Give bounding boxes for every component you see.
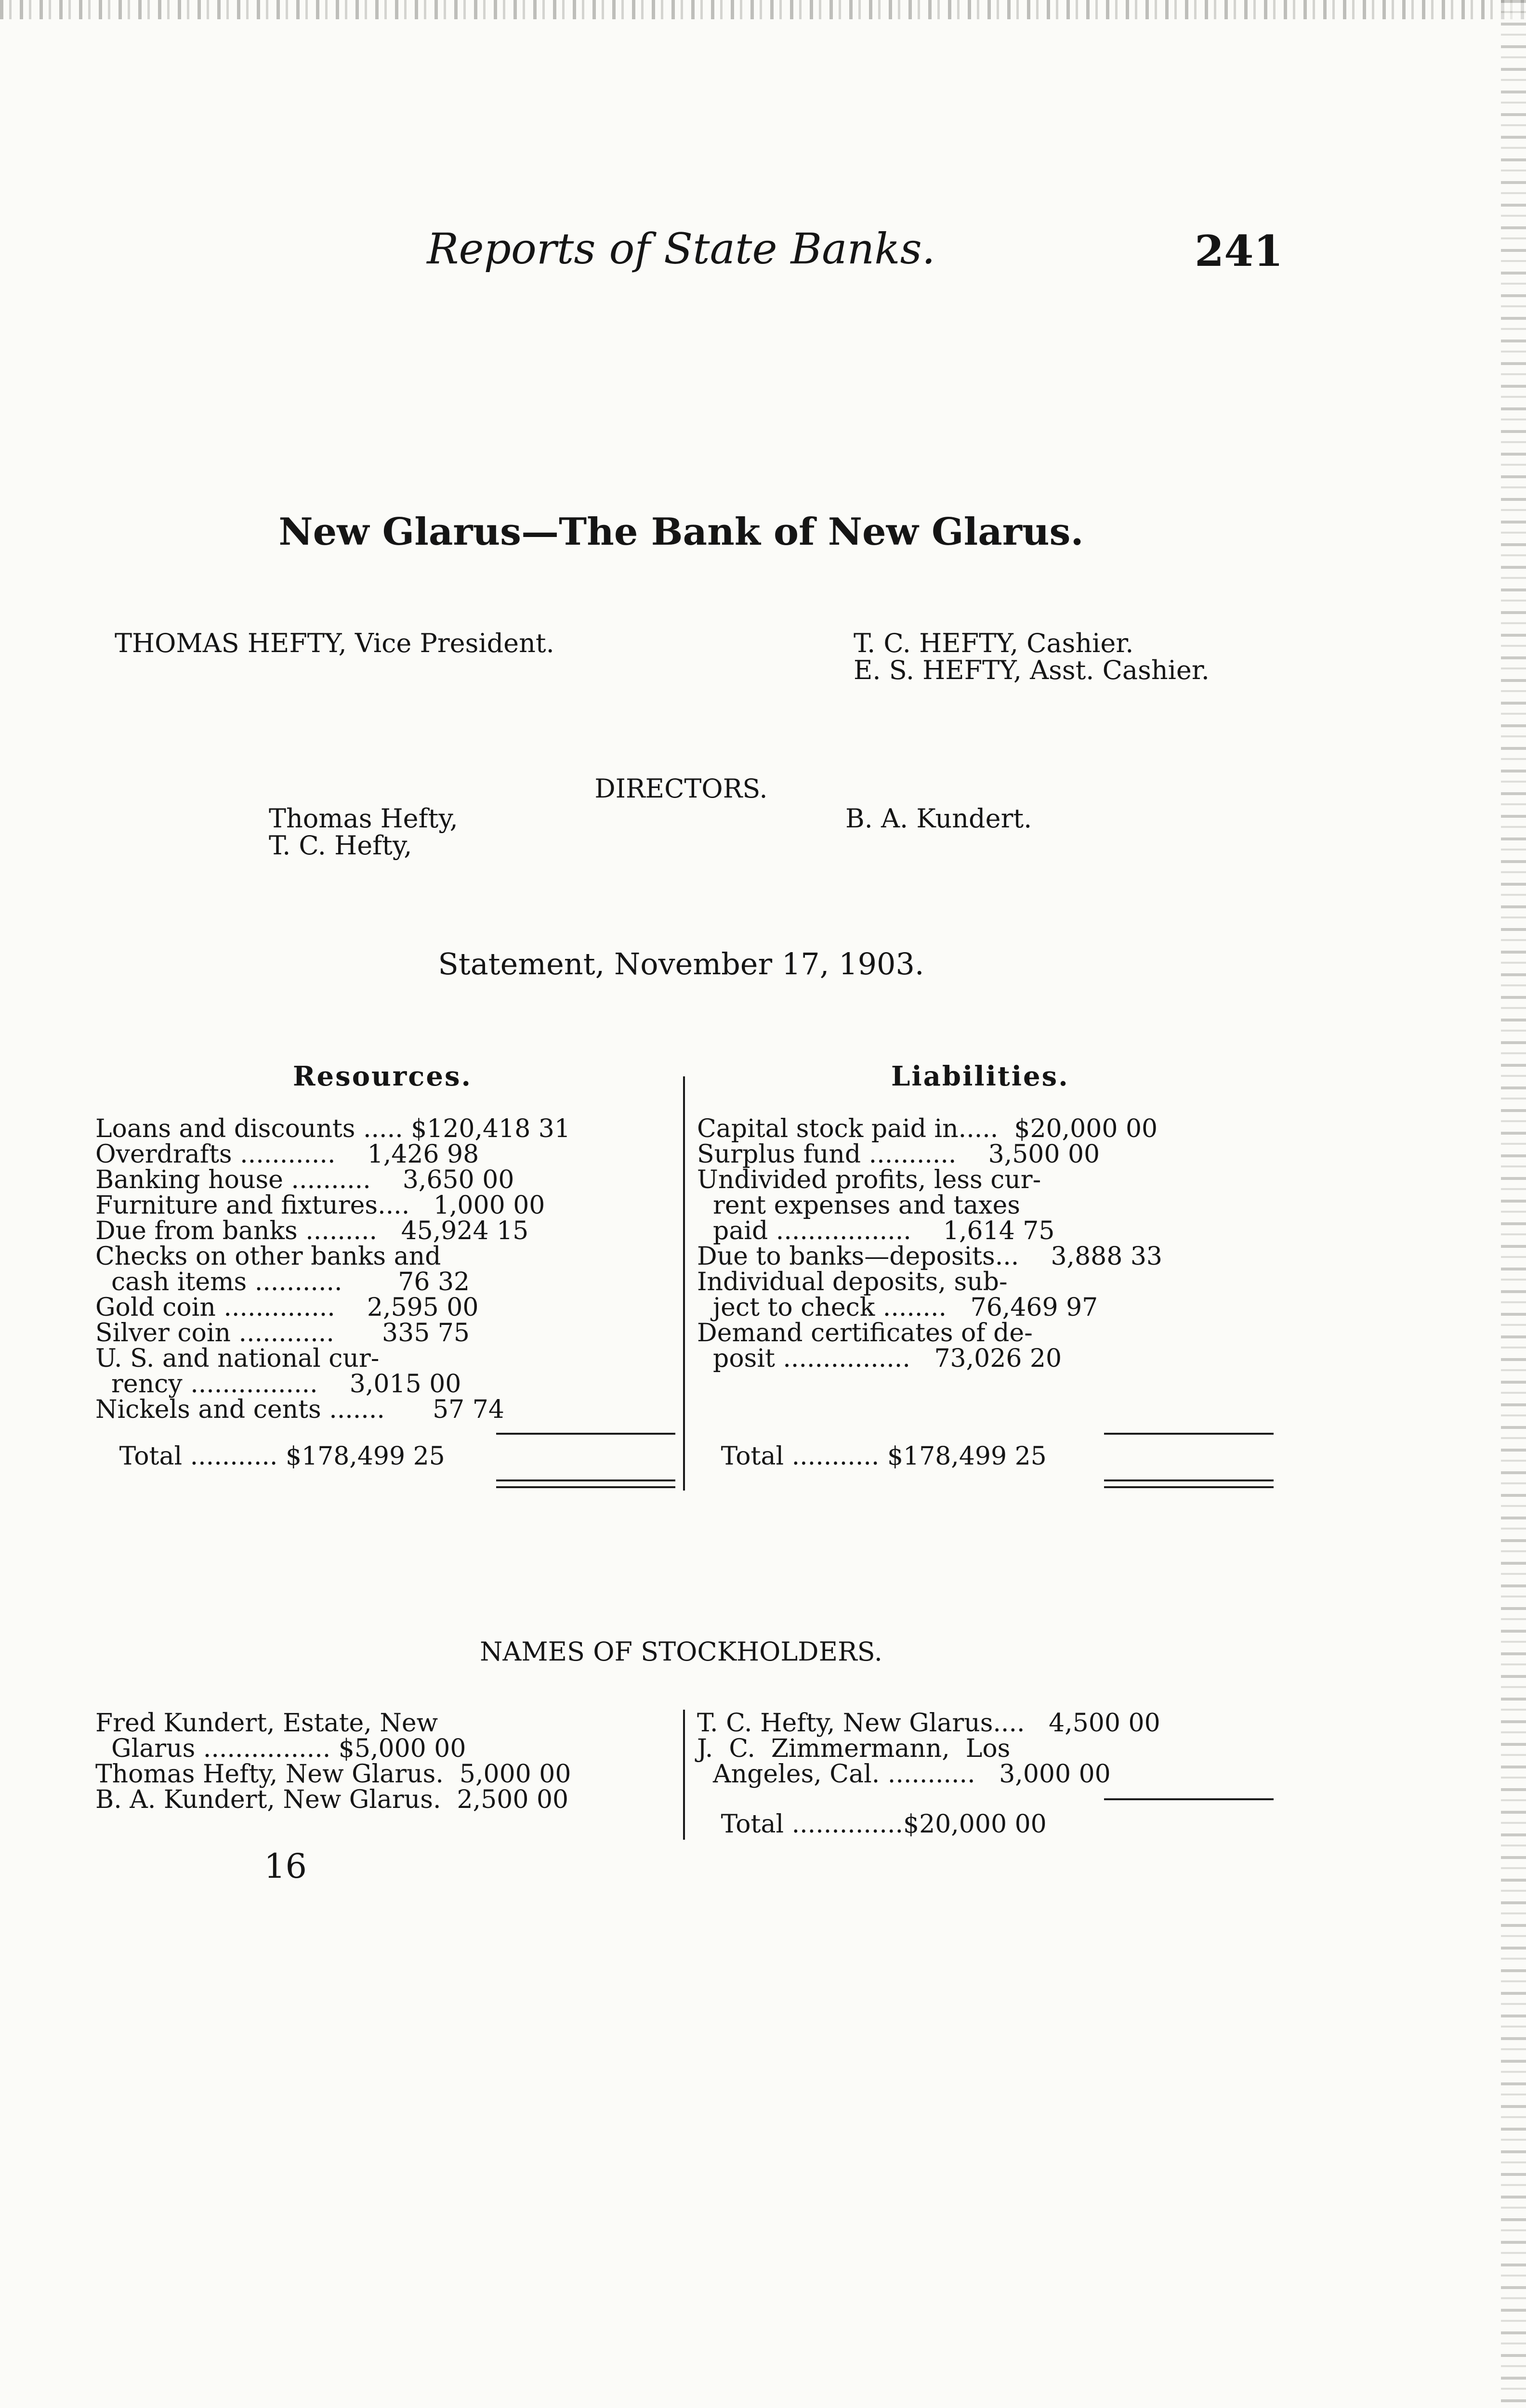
resource-line: Loans and discounts ..... $120,418 31	[95, 1114, 570, 1143]
director-name: B. A. Kundert.	[845, 803, 1032, 834]
director-name: Thomas Hefty,	[269, 803, 458, 834]
officer-cashier: T. C. HEFTY, Cashier.	[854, 628, 1134, 658]
liability-line: ject to check ........ 76,469 97	[697, 1293, 1098, 1322]
resources-total-rule	[496, 1433, 675, 1435]
bank-title: New Glarus—The Bank of New Glarus.	[278, 510, 1084, 554]
resource-line: rency ................ 3,015 00	[95, 1370, 461, 1399]
liability-line: Due to banks—deposits... 3,888 33	[697, 1242, 1163, 1271]
running-title: Reports of State Banks.	[427, 224, 935, 274]
resource-line: Overdrafts ............ 1,426 98	[95, 1140, 479, 1169]
stockholder-line: J. C. Zimmermann, Los	[697, 1734, 1011, 1763]
liability-line: Capital stock paid in..... $20,000 00	[697, 1114, 1158, 1143]
resources-total: Total ........... $178,499 25	[95, 1442, 445, 1471]
stockholder-line: Angeles, Cal. ........... 3,000 00	[697, 1760, 1111, 1789]
liabilities-double-rule	[1104, 1486, 1274, 1488]
liability-line: paid ................. 1,614 75	[697, 1217, 1055, 1245]
liability-line: posit ................ 73,026 20	[697, 1344, 1062, 1373]
stockholder-line: T. C. Hefty, New Glarus.... 4,500 00	[697, 1709, 1160, 1738]
liability-line: Individual deposits, sub-	[697, 1268, 1008, 1296]
stockholder-line: B. A. Kundert, New Glarus. 2,500 00	[95, 1785, 569, 1814]
stockholders-heading: NAMES OF STOCKHOLDERS.	[480, 1636, 882, 1667]
directors-heading: DIRECTORS.	[594, 773, 768, 804]
liability-line: Surplus fund ........... 3,500 00	[697, 1140, 1100, 1169]
resource-line: Silver coin ............ 335 75	[95, 1319, 470, 1348]
resource-line: Furniture and fixtures.... 1,000 00	[95, 1191, 545, 1220]
signature-mark: 16	[264, 1846, 307, 1886]
liabilities-total: Total ........... $178,499 25	[697, 1442, 1047, 1471]
resource-line: Nickels and cents ....... 57 74	[95, 1395, 504, 1424]
stockholder-line: Glarus ................ $5,000 00	[95, 1734, 466, 1763]
resource-line: U. S. and national cur-	[95, 1344, 380, 1373]
liability-line: Undivided profits, less cur-	[697, 1165, 1041, 1194]
resources-double-rule	[496, 1479, 675, 1481]
liabilities-double-rule	[1104, 1479, 1274, 1481]
liability-line: Demand certificates of de-	[697, 1319, 1033, 1348]
stockholders-total: Total ..............$20,000 00	[697, 1810, 1047, 1839]
stockholder-line: Thomas Hefty, New Glarus. 5,000 00	[95, 1760, 571, 1789]
liabilities-total-rule	[1104, 1433, 1274, 1435]
officer-vice-president: THOMAS HEFTY, Vice President.	[115, 628, 554, 658]
liability-line: rent expenses and taxes	[697, 1191, 1020, 1220]
page-edge-right	[1501, 0, 1526, 2408]
resources-heading: Resources.	[293, 1060, 473, 1092]
page-edge-top	[0, 0, 1526, 19]
liabilities-heading: Liabilities.	[891, 1060, 1069, 1092]
stockholders-total-rule	[1104, 1798, 1274, 1800]
stockholder-line: Fred Kundert, Estate, New	[95, 1709, 438, 1738]
statement-title: Statement, November 17, 1903.	[438, 946, 924, 982]
resource-line: Gold coin .............. 2,595 00	[95, 1293, 479, 1322]
officer-asst-cashier: E. S. HEFTY, Asst. Cashier.	[854, 655, 1210, 685]
resource-line: Checks on other banks and	[95, 1242, 441, 1271]
director-name: T. C. Hefty,	[269, 830, 412, 861]
resource-line: Due from banks ......... 45,924 15	[95, 1217, 529, 1245]
resource-line: cash items ........... 76 32	[95, 1268, 470, 1296]
stockholders-divider	[683, 1710, 685, 1840]
resource-line: Banking house .......... 3,650 00	[95, 1165, 514, 1194]
resources-double-rule	[496, 1486, 675, 1488]
column-divider	[683, 1076, 685, 1491]
page-number: 241	[1195, 226, 1283, 276]
